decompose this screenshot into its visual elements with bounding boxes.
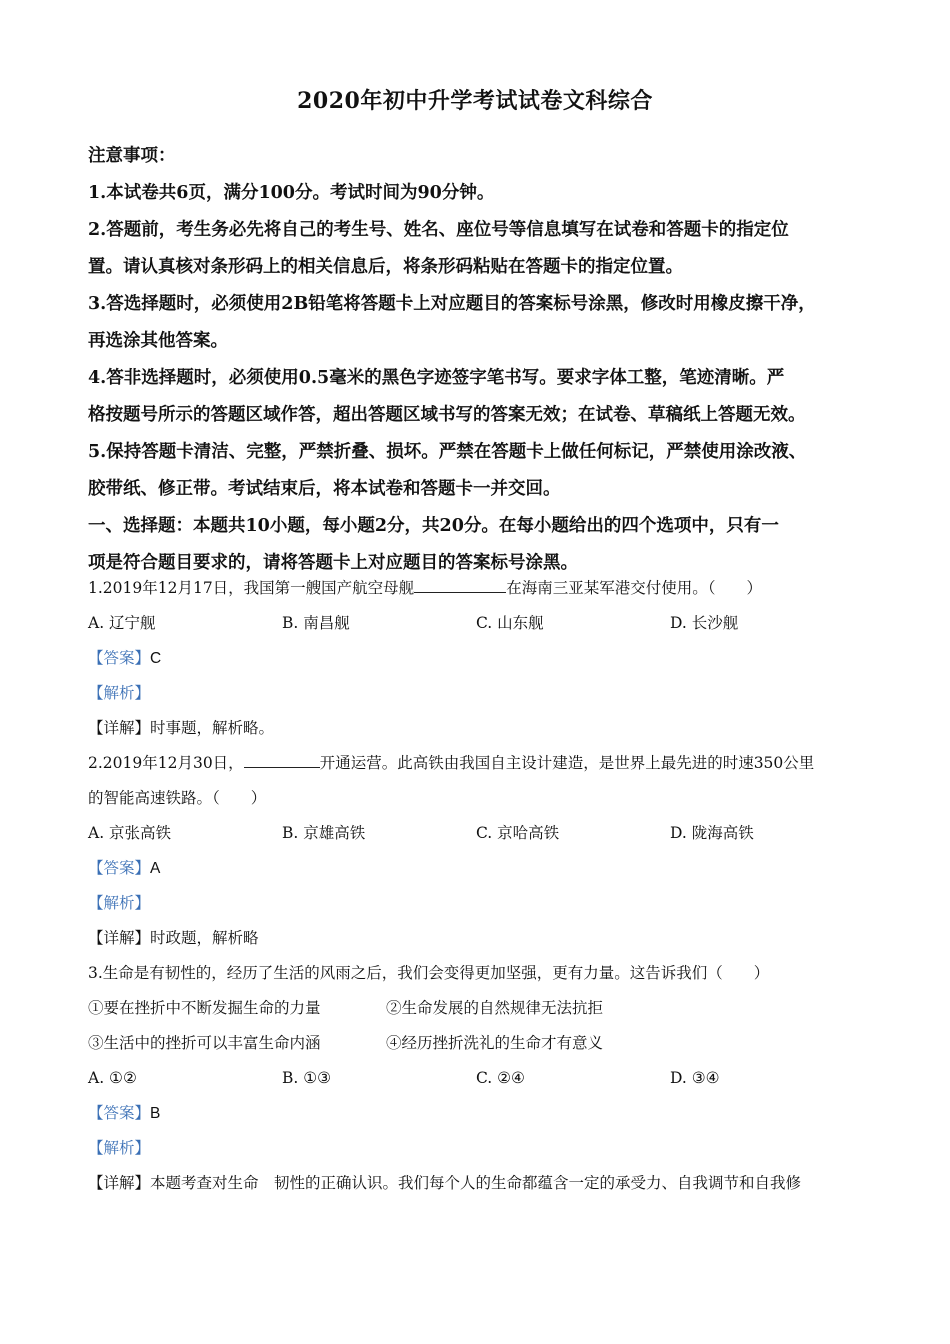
statement-3: ③生活中的挫折可以丰富生命内涵 [88, 1034, 321, 1052]
statement-1: ①要在挫折中不断发掘生命的力量 [88, 999, 321, 1017]
question-3-statements-row-2 [88, 1026, 878, 1061]
answer-tag: 【答案】 [88, 859, 151, 877]
answer-value: A [150, 860, 161, 877]
answer-value: C [150, 650, 162, 667]
question-2-analysis [88, 886, 878, 921]
notice-item-4-line-2: 格按题号所示的答题区域作答，超出答题区域书写的答案无效；在试卷、草稿纸上答题无效。 [88, 405, 806, 425]
question-3-answer [88, 1096, 878, 1131]
question-1-options [88, 606, 878, 641]
option-a: A. 辽宁舰 [88, 614, 156, 632]
detail-tag: 【详解】 [88, 929, 151, 947]
question-3-detail [88, 1166, 878, 1201]
notice-item-2-line-1: 2.答题前，考生务必先将自己的考生号、姓名、座位号等信息填写在试卷和答题卡的指定位 [88, 220, 789, 240]
page-title: 2020年初中升学考试试卷文科综合 [297, 88, 653, 114]
detail-text: 本题考查对生命 韧性的正确认识。我们每个人的生命都蕴含一定的承受力、自我调节和自我修 [150, 1174, 802, 1192]
notice-item-4-line-1: 4.答非选择题时，必须使用0.5毫米的黑色字迹签字笔书写。要求字体工整，笔迹清晰。严 [88, 368, 785, 388]
question-2-stem-end: 开通运营。此高铁由我国自主设计建造，是世界上最先进的时速350公里 [319, 754, 815, 772]
fill-blank [414, 576, 506, 593]
option-c: C. 山东舰 [476, 614, 544, 632]
questions-section [88, 571, 878, 1201]
question-2-answer [88, 851, 878, 886]
question-1-detail [88, 711, 878, 746]
answer-tag: 【答案】 [88, 649, 151, 667]
detail-text: 时政题，解析略 [150, 929, 259, 947]
notice-heading: 注意事项： [88, 146, 176, 166]
notice-section [88, 138, 878, 582]
question-3-analysis [88, 1131, 878, 1166]
answer-value: B [150, 1105, 161, 1122]
notice-item-3-line-2: 再选涂其他答案。 [88, 331, 228, 351]
analysis-tag: 【解析】 [88, 894, 151, 912]
option-d: D. 陇海高铁 [670, 824, 754, 842]
option-b: B. ①③ [282, 1069, 332, 1087]
question-2-detail [88, 921, 878, 956]
answer-tag: 【答案】 [88, 1104, 151, 1122]
detail-text: 时事题，解析略。 [150, 719, 275, 737]
question-3-stem: 3.生命是有韧性的，经历了生活的风雨之后，我们会变得更加坚强，更有力量。这告诉我们（ ） [88, 964, 770, 982]
analysis-tag: 【解析】 [88, 684, 151, 702]
question-2-options [88, 816, 878, 851]
option-a: A. ①② [88, 1069, 137, 1087]
question-1-stem [88, 571, 878, 606]
question-1-stem-end: 在海南三亚某军港交付使用。（ ） [506, 579, 762, 597]
question-1-analysis [88, 676, 878, 711]
detail-tag: 【详解】 [88, 1174, 151, 1192]
section-heading-line-2: 项是符合题目要求的，请将答题卡上对应题目的答案标号涂黑。 [88, 553, 578, 573]
notice-item-1: 1.本试卷共6页，满分100分。考试时间为90分钟。 [88, 183, 495, 203]
option-d: D. ③④ [670, 1069, 720, 1087]
question-1-answer [88, 641, 878, 676]
option-c: C. 京哈高铁 [476, 824, 560, 842]
question-3-options [88, 1061, 878, 1096]
question-2-stem-start: 2.2019年12月30日， [88, 754, 244, 772]
detail-tag: 【详解】 [88, 719, 151, 737]
statement-2: ②生命发展的自然规律无法抗拒 [386, 999, 604, 1017]
question-2-stem-line-2: 的智能高速铁路。（ ） [88, 789, 267, 807]
notice-item-5-line-2: 胶带纸、修正带。考试结束后，将本试卷和答题卡一并交回。 [88, 479, 561, 499]
section-heading-line-1: 一、选择题：本题共10小题，每小题2分，共20分。在每小题给出的四个选项中，只有一 [88, 516, 779, 536]
statement-4: ④经历挫折洗礼的生命才有意义 [386, 1034, 604, 1052]
analysis-tag: 【解析】 [88, 1139, 151, 1157]
fill-blank [244, 751, 320, 768]
question-3-statements-row-1 [88, 991, 878, 1026]
notice-item-3-line-1: 3.答选择题时，必须使用2B铅笔将答题卡上对应题目的答案标号涂黑，修改时用橡皮擦干净， [88, 294, 816, 314]
notice-item-5-line-1: 5.保持答题卡清洁、完整，严禁折叠、损坏。严禁在答题卡上做任何标记，严禁使用涂改液、 [88, 442, 807, 462]
question-1-stem-start: 1.2019年12月17日，我国第一艘国产航空母舰 [88, 579, 415, 597]
option-b: B. 京雄高铁 [282, 824, 366, 842]
notice-item-2-line-2: 置。请认真核对条形码上的相关信息后，将条形码粘贴在答题卡的指定位置。 [88, 257, 683, 277]
option-b: B. 南昌舰 [282, 614, 350, 632]
option-c: C. ②④ [476, 1069, 525, 1087]
option-a: A. 京张高铁 [88, 824, 172, 842]
question-2-stem [88, 746, 878, 781]
option-d: D. 长沙舰 [670, 614, 739, 632]
